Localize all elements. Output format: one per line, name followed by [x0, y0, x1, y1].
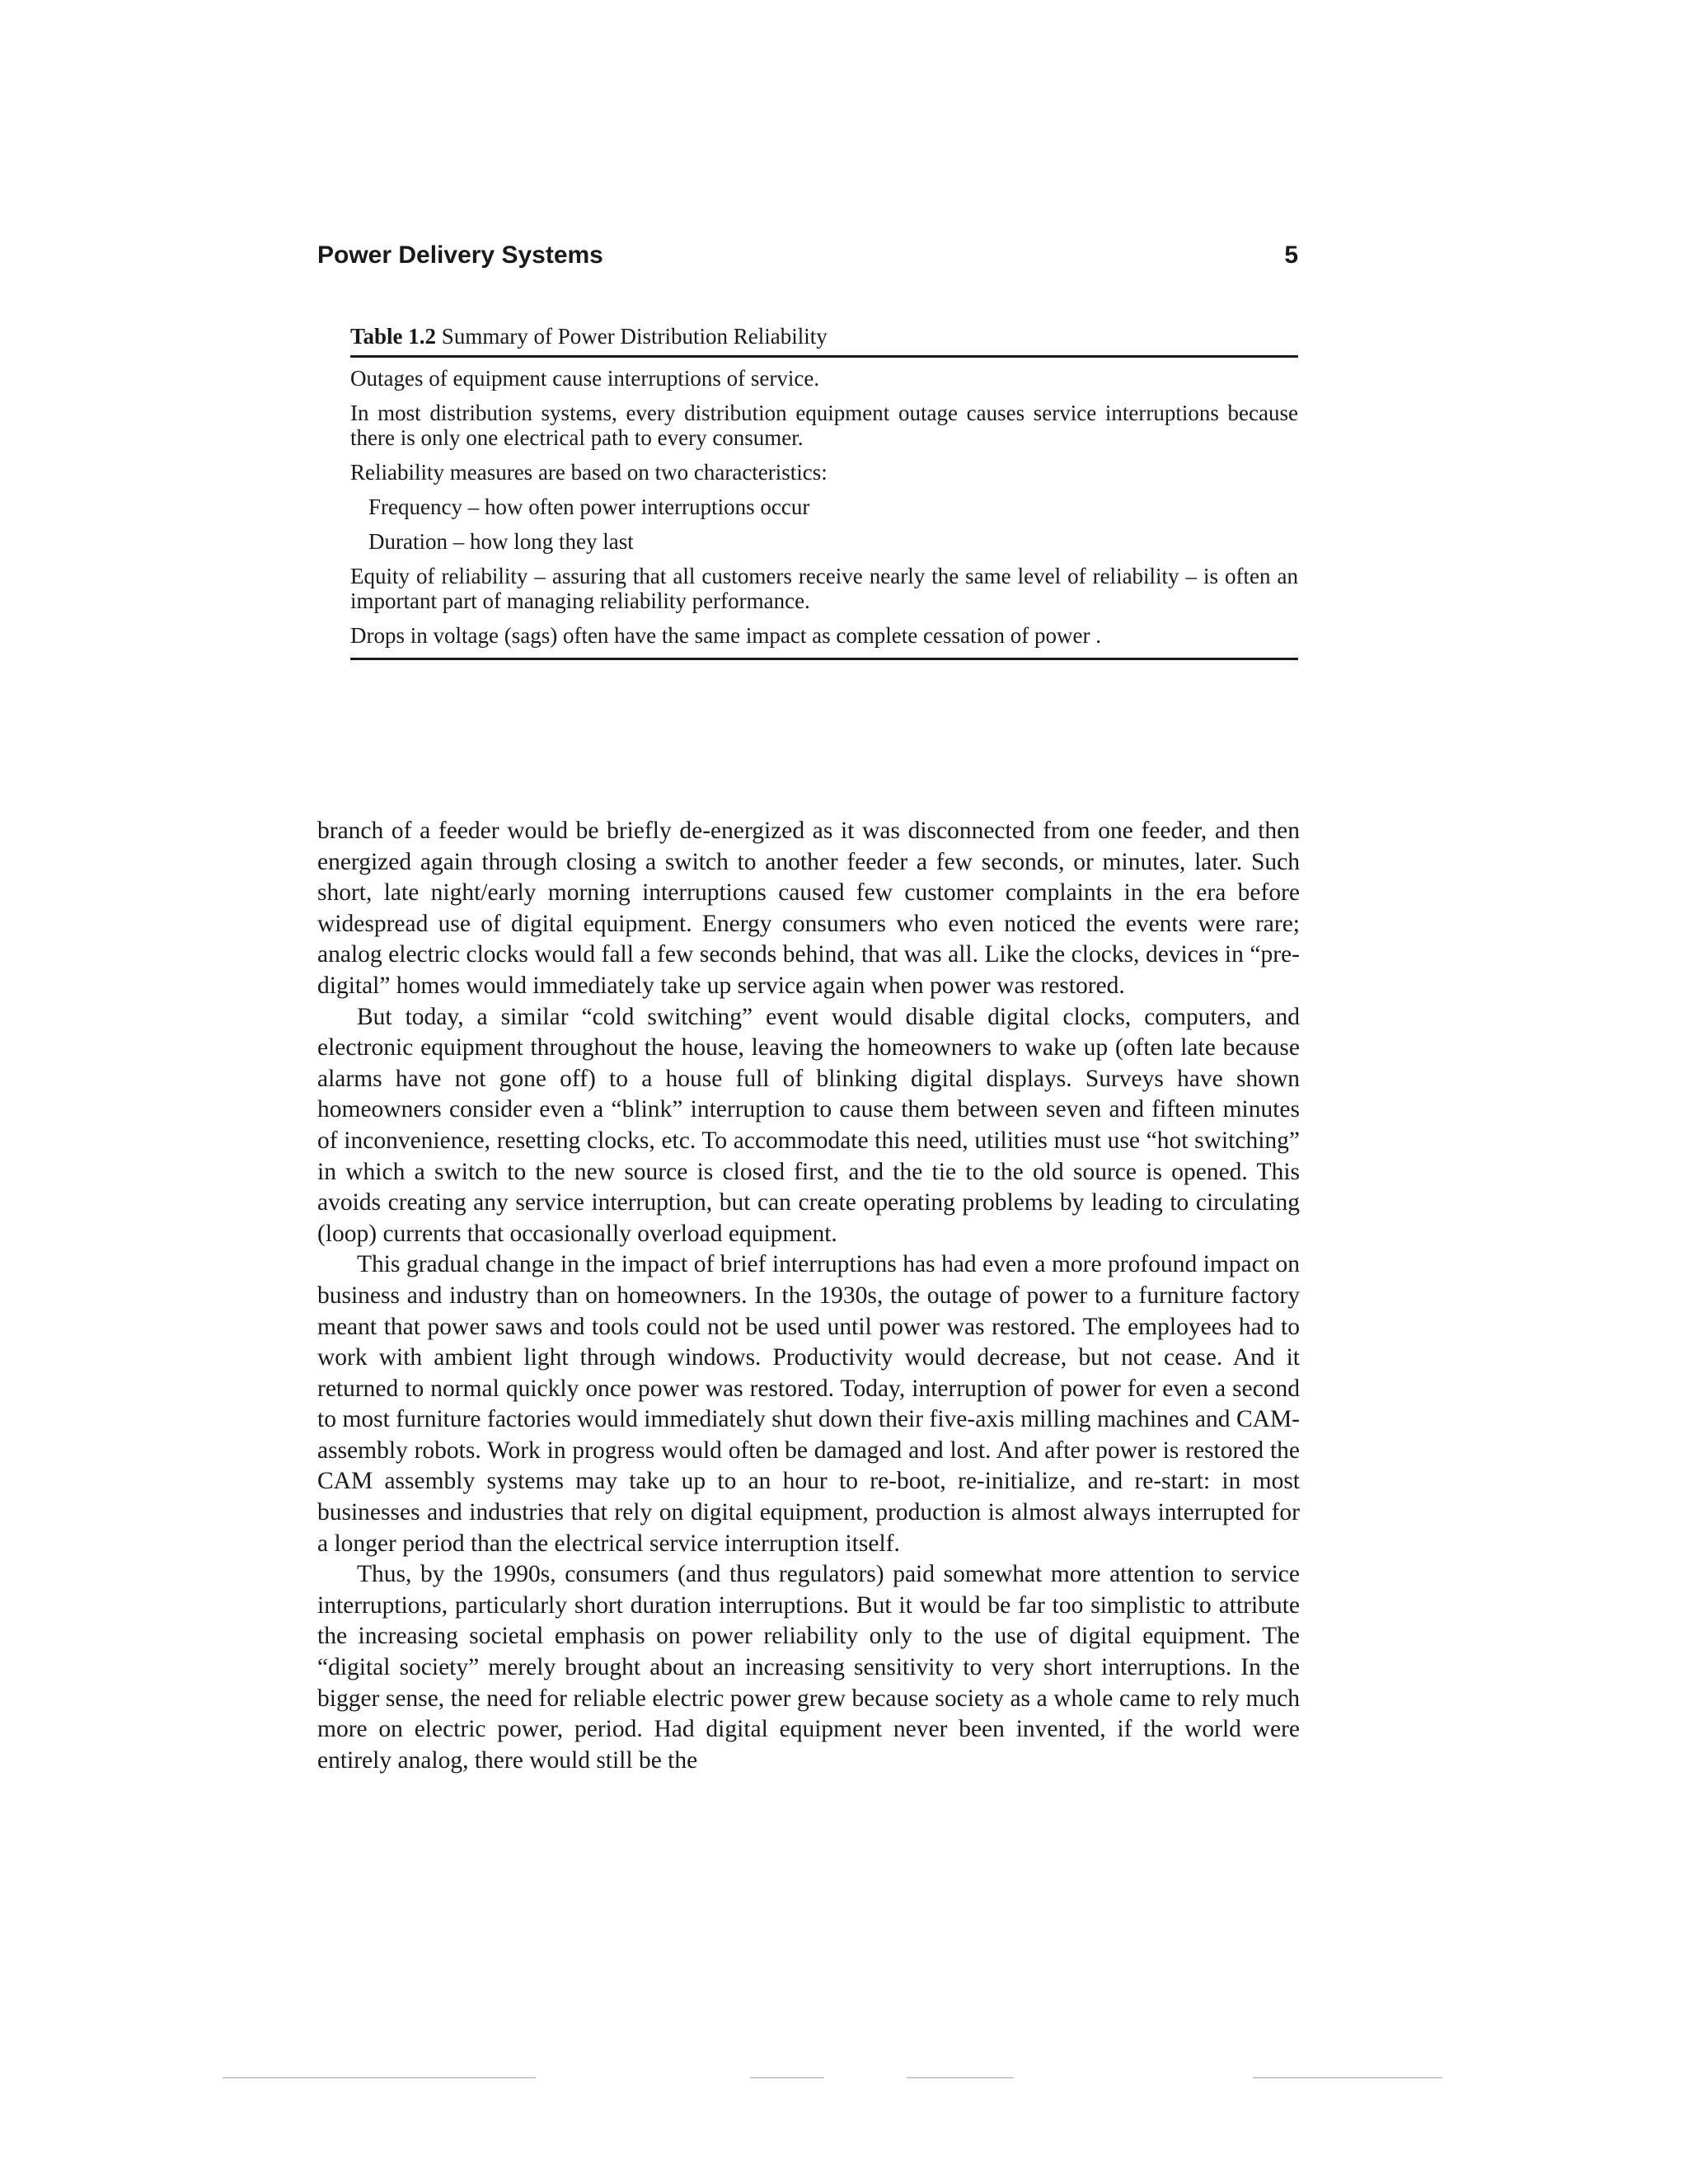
scan-artifact [1253, 2077, 1442, 2079]
body-paragraph: This gradual change in the impact of brief interruptions has had even a more profound impact on business and industry than on homeowners. In the 1930s, the outage of power to a furniture factory meant that power saws and tools could not be used until power was restored. The employees had to work with ambient light through windows. Productivity would decrease, but not cease. And it returned to normal quickly once power was restored. Today, interruption of power for even a second to most furniture factories would immediately shut down their five-axis milling machines and CAM-assembly robots. Work in progress would often be damaged and lost. And after power is restored the CAM assembly systems may take up to an hour to re-boot, re-initialize, and re-start: in most businesses and industries that rely on digital equipment, production is almost always interrupted for a longer period than the electrical service interruption itself. [317, 1251, 1300, 1557]
scan-artifact [750, 2077, 824, 2079]
body-paragraph: Thus, by the 1990s, consumers (and thus regulators) paid somewhat more attention to service interruptions, particularly short duration interruptions. But it would be far too simplistic to attribute the increasing societal emphasis on power reliability only to the use of digital equipment. The “digital society” merely brought about an increasing sensitivity to very short interruptions. In the bigger sense, the need for reliable electric power grew because society as a whole came to rely much more on electric power, period. Had digital equipment never been invented, if the world were entirely analog, there would still be the [317, 1561, 1300, 1774]
table-top-rule [350, 355, 1298, 358]
summary-table [350, 324, 1298, 660]
scan-artifact [907, 2077, 1014, 2079]
body-paragraph: But today, a similar “cold switching” event would disable digital clocks, computers, and electronic equipment throughout the house, leaving the homeowners to wake up (often late because alarms have not gone off) to a house full of blinking digital displays. Surveys have shown homeowners consider even a “blink” interruption to cause them between seven and fifteen minutes of inconvenience, resetting clocks, etc. To accommodate this need, utilities must use “hot switching” in which a switch to the new source is closed first, and the tie to the old source is opened. This avoids creating any service interruption, but can create operating problems by leading to circulating (loop) currents that occasionally overload equipment. [317, 1003, 1300, 1247]
body-paragraph: branch of a feeder would be briefly de-energized as it was disconnected from one feeder, and then energized again through closing a switch to another feeder a few seconds, or minutes, later. Such short, late night/early morning interruptions caused few customer complaints in the era before widespread use of digital equipment. Energy consumers who even noticed the events were rare; analog electric clocks would fall a few seconds behind, that was all. Like the clocks, devices in “pre-digital” homes would immediately take up service again when power was restored. [317, 818, 1300, 999]
running-head: Power Delivery Systems [317, 241, 603, 269]
page-number: 5 [1284, 241, 1298, 269]
body-text [317, 816, 1300, 1776]
table-item: Outages of equipment cause interruptions of service. [350, 366, 820, 391]
table-subitem: Frequency – how often power interruptions occur [368, 494, 810, 519]
table-item: Drops in voltage (sags) often have the same impact as complete cessation of power . [350, 623, 1101, 648]
table-item: Equity of reliability – assuring that all customers receive nearly the same level of reliability – is often an important part of managing reliability performance. [350, 564, 1298, 613]
table-bottom-rule [350, 658, 1298, 660]
table-caption-title: Summary of Power Distribution Reliability [441, 324, 828, 349]
table-caption [350, 324, 1298, 349]
table-item: In most distribution systems, every distribution equipment outage causes service interruptions because there is only one electrical path to every consumer. [350, 401, 1298, 450]
table-subitem: Duration – how long they last [368, 529, 634, 554]
table-caption-label: Table 1.2 [350, 324, 437, 349]
table-item: Reliability measures are based on two characteristics: [350, 460, 828, 485]
scan-artifact [223, 2077, 536, 2079]
